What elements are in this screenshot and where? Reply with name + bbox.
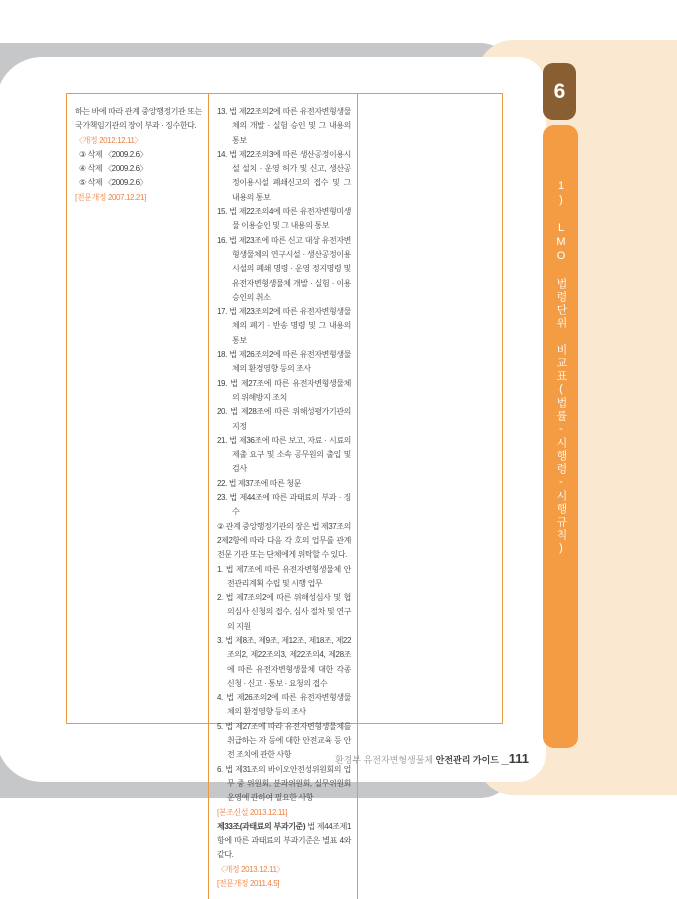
footer-ministry-text: 환경부 유전자변형생물체 — [334, 755, 436, 765]
chapter-title-tab — [543, 125, 578, 748]
text-line: 13. 법 제22조의2에 따른 유전자변형생물체의 개발 · 실험 승인 및 그 내용의 통보 — [217, 107, 351, 145]
footer-page-number: _111 — [501, 751, 529, 766]
chapter-number: 6 — [553, 79, 566, 103]
text-line: 4. 법 제26조의2에 따른 유전자변형생물체의 환경영향 등의 조사 — [217, 693, 351, 717]
chapter-title-vertical-text: 1) LMO 법령단위 비교표(법률-시행령-시행규칙) — [555, 180, 567, 556]
text-line: 19. 법 제27조에 따른 유전자변형생물체의 위해방지 조치 — [217, 378, 351, 402]
text-line: 16. 법 제23조에 따른 신고 대상 유전자변형생물체의 연구시설 · 생산공정이용시설의 폐쇄 명령 · 운영 정지명령 및 유전자변형생물체 개발 · 실험 · 이용 승인의 취소 — [217, 235, 351, 302]
text-line: 하는 바에 따라 관계 중앙행정기관 또는 국가책임기관의 장이 부과 · 징수한다. — [75, 107, 202, 131]
text-line: 20. 법 제28조에 따른 위해성평가기관의 지정 — [217, 407, 351, 431]
text-line: ③ 삭제 〈2009.2.6〉 — [79, 149, 148, 159]
text-line: 17. 법 제23조의2에 따른 유전자변형생물체의 폐기 · 반송 명령 및 그 내용의 통보 — [217, 307, 351, 345]
text-line: [본조신설 2013.12.11] — [217, 807, 288, 817]
text-line: ⑤ 삭제 〈2009.2.6〉 — [79, 178, 148, 188]
table-cell-law-column — [67, 94, 209, 899]
text-line: 1. 법 제7조에 따른 유전자변형생물체 안전관리계획 수립 및 시행 업무 — [217, 564, 351, 588]
text-line: 제33조(과태료의 부과기준) 법 제44조제1항에 따른 과태료의 부과기준은 별표 4와 같다. — [217, 821, 352, 860]
text-line: 21. 법 제36조에 따른 보고, 자료 · 시료의 제출 요구 및 소속 공무원의 출입 및 검사 — [217, 435, 351, 474]
text-line: 6. 법 제31조의 바이오안전성위원회의 업무 중 위원회, 분과위원회, 실무위원회 운영에 관하여 필요한 사항 — [217, 764, 351, 803]
chapter-number-tab — [543, 63, 576, 120]
text-line: 5. 법 제27조에 따라 유전자변형생물체를 취급하는 자 등에 대한 안전교육 등 안전 조치에 관한 사항 — [217, 721, 351, 760]
footer-guide-title: 안전관리 가이드 — [435, 755, 502, 765]
text-line: [전문개정 2011.4.5] — [217, 879, 280, 889]
text-line: 18. 법 제26조의2에 따른 유전자변형생물체의 환경영향 등의 조사 — [217, 350, 351, 374]
text-line: ② 관계 중앙행정기관의 장은 법 제37조의2제2항에 따라 다음 각 호의 업무를 관계 전문 기관 또는 단체에게 위탁할 수 있다. — [217, 521, 351, 560]
page-footer — [0, 750, 529, 768]
text-line: 14. 법 제22조의3에 따른 생산공정이용시설 설치 · 운영 허가 및 신고, 생산공정이용시설 폐쇄신고의 접수 및 그 내용의 통보 — [217, 149, 351, 202]
text-line: 15. 법 제22조의4에 따른 유전자변형미생물 이용승인 및 그 내용의 통보 — [217, 207, 351, 231]
text-line: 22. 법 제37조에 따른 청문 — [217, 478, 301, 488]
text-line: 23. 법 제44조에 따른 과태료의 부과 · 징수 — [217, 493, 351, 517]
text-line: [전문개정 2007.12.21] — [75, 192, 146, 202]
text-line: 〈개정 2013.12.11〉 — [217, 864, 285, 874]
text-line: 3. 법 제8조, 제9조, 제12조, 제18조, 제22조의2, 제22조의3, 제22조의4, 제28조에 따른 유전자변형생물체 대한 각종 신청 · 신고 · 통보 · 요청의 접수 — [217, 635, 351, 688]
table-cell-decree-column — [209, 94, 358, 899]
text-line: 〈개정 2012.12.11〉 — [75, 135, 143, 145]
text-line: ④ 삭제 〈2009.2.6〉 — [79, 164, 148, 174]
table-cell-rule-column — [358, 94, 502, 899]
text-line: 2. 법 제7조의2에 따른 위해성심사 및 협의심사 신청의 접수, 심사 절차 및 연구의 지원 — [217, 593, 351, 631]
article-heading: 제33조(과태료의 부과기준) — [217, 821, 306, 831]
